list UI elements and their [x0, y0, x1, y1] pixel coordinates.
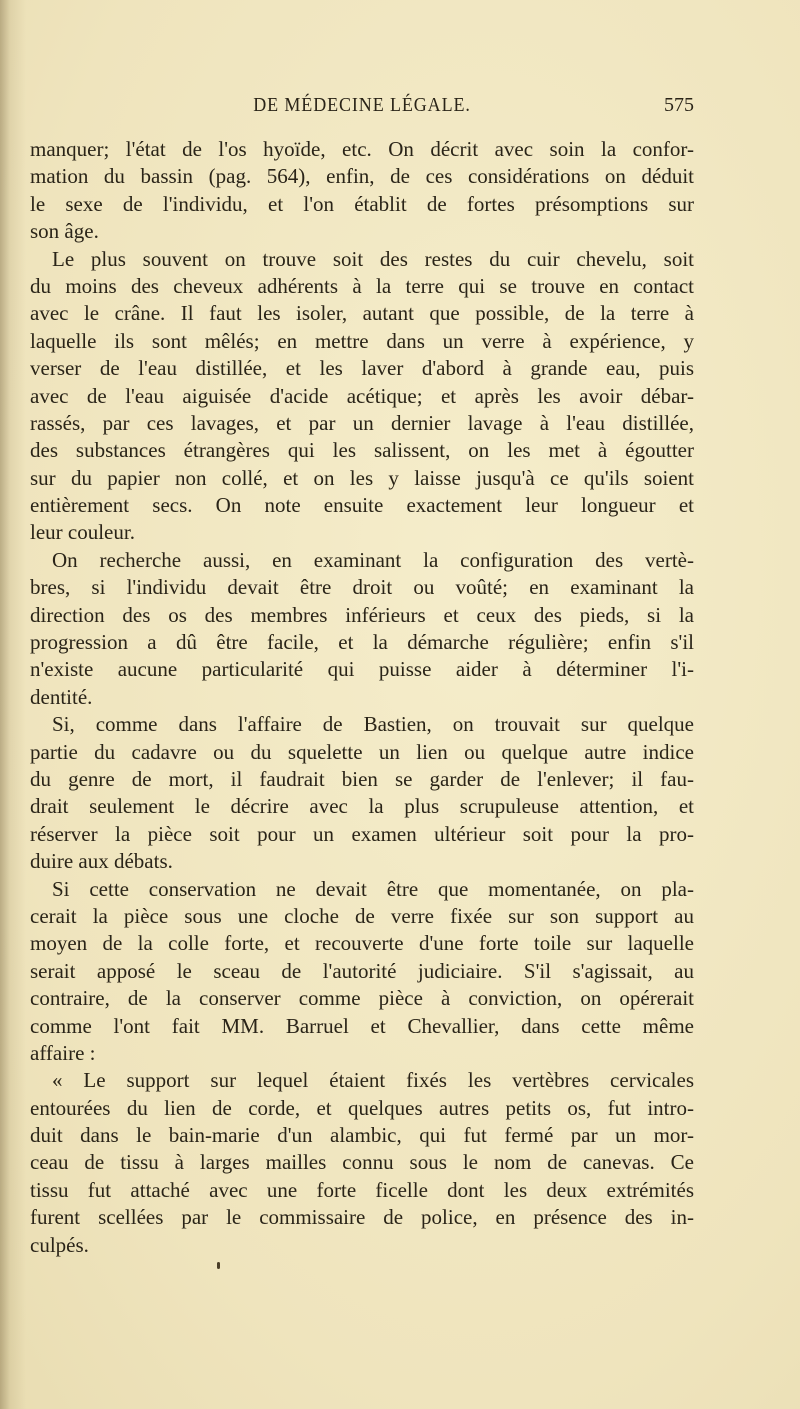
text-line: comme l'ont fait MM. Barruel et Chevallier, dans cette même [30, 1013, 694, 1038]
text-line: le sexe de l'individu, et l'on établit de fortes présomptions sur [30, 191, 694, 216]
body-text [30, 136, 694, 1259]
text-line: partie du cadavre ou du squelette un lien ou quelque autre indice [30, 739, 694, 764]
text-line: tissu fut attaché avec une forte ficelle dont les deux extrémités [30, 1177, 694, 1202]
text-line: verser de l'eau distillée, et les laver d'abord à grande eau, puis [30, 356, 694, 381]
text-line: affaire : [30, 1040, 96, 1065]
text-line: progression a dû être facile, et la démarche régulière; enfin s'il [30, 630, 694, 655]
text-line: n'existe aucune particularité qui puisse aider à déterminer l'i- [30, 657, 694, 682]
text-line: Le plus souvent on trouve soit des restes du cuir chevelu, soit [52, 246, 694, 271]
running-header [30, 94, 694, 122]
text-line: cerait la pièce sous une cloche de verre fixée sur son support au [30, 903, 694, 928]
text-line: « Le support sur lequel étaient fixés les vertèbres cervicales [52, 1068, 694, 1093]
text-line: bres, si l'individu devait être droit ou voûté; en examinant la [30, 575, 694, 600]
text-line: Si cette conservation ne devait être que momentanée, on pla- [52, 876, 694, 901]
running-title: DE MÉDECINE LÉGALE. [253, 94, 471, 116]
text-line: avec de l'eau aiguisée d'acide acétique; et après les avoir débar- [30, 383, 694, 408]
text-line: ceau de tissu à larges mailles connu sous le nom de canevas. Ce [30, 1150, 694, 1175]
text-line: duit dans le bain-marie d'un alambic, qui fut fermé par un mor- [30, 1123, 694, 1148]
page-number: 575 [664, 94, 694, 116]
text-line: entourées du lien de corde, et quelques autres petits os, fut intro- [30, 1095, 694, 1120]
text-line: avec le crâne. Il faut les isoler, autant que possible, de la terre à [30, 301, 694, 326]
text-line: duire aux débats. [30, 849, 173, 874]
text-line: serait apposé le sceau de l'autorité judiciaire. S'il s'agissait, au [30, 958, 694, 983]
text-line: réserver la pièce soit pour un examen ultérieur soit pour la pro- [30, 821, 694, 846]
text-line: rassés, par ces lavages, et par un dernier lavage à l'eau distillée, [30, 410, 694, 435]
text-line: Si, comme dans l'affaire de Bastien, on trouvait sur quelque [52, 712, 694, 737]
text-line: mation du bassin (pag. 564), enfin, de ces considérations on déduit [30, 164, 694, 189]
text-line: On recherche aussi, en examinant la configuration des vertè- [52, 547, 694, 572]
text-line: leur couleur. [30, 520, 135, 545]
text-line: drait seulement le décrire avec la plus scrupuleuse attention, et [30, 794, 694, 819]
text-line: du genre de mort, il faudrait bien se garder de l'enlever; il fau- [30, 766, 694, 791]
text-line: moyen de la colle forte, et recouverte d'une forte toile sur laquelle [30, 931, 694, 956]
text-line: du moins des cheveux adhérents à la terre qui se trouve en contact [30, 273, 694, 298]
text-line: furent scellées par le commissaire de police, en présence des in- [30, 1205, 694, 1230]
text-line: manquer; l'état de l'os hyoïde, etc. On décrit avec soin la confor- [30, 137, 694, 161]
text-line: culpés. [30, 1232, 89, 1257]
text-line: dentité. [30, 684, 93, 709]
text-line: des substances étrangères qui les salissent, on les met à égoutter [30, 438, 694, 463]
text-line: entièrement secs. On note ensuite exactement leur longueur et [30, 493, 694, 518]
text-line: laquelle ils sont mêlés; en mettre dans un verre à expérience, y [30, 328, 694, 353]
text-line: son âge. [30, 219, 99, 244]
ink-speck [217, 1262, 220, 1269]
text-line: sur du papier non collé, et on les y laisse jusqu'à ce qu'ils soient [30, 465, 694, 490]
text-line: contraire, de la conserver comme pièce à conviction, on opérerait [30, 986, 694, 1011]
text-line: direction des os des membres inférieurs et ceux des pieds, si la [30, 602, 694, 627]
